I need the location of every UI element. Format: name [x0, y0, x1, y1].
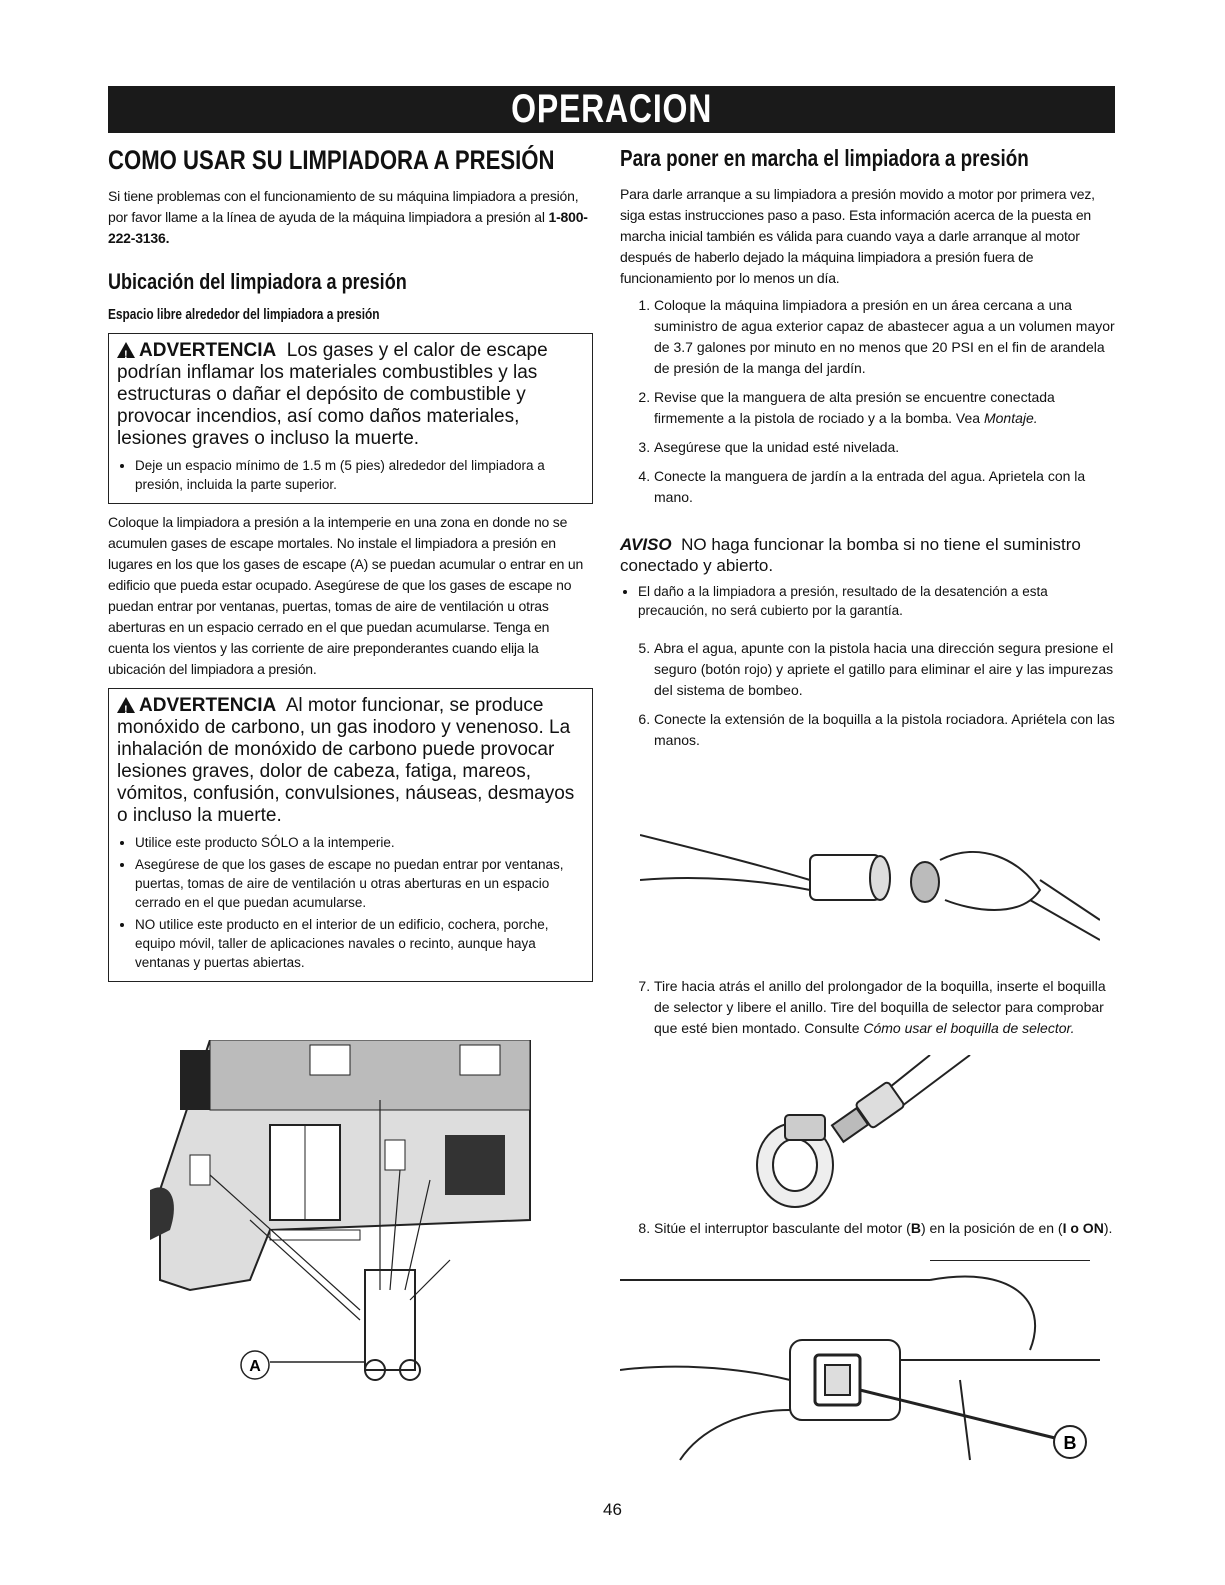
list-item: • El daño a la limpiadora a presión, resultado de la desatención a esta precaución, no será cubierto por la garantía.: [638, 582, 1115, 620]
notice-label: AVISO: [620, 535, 672, 554]
notice-text: NO haga funcionar la bomba si no tiene el suministro conectado y abierto.: [620, 535, 1081, 575]
warning-box-fire: [108, 333, 593, 504]
helpline-number: 1-800-222-3136.: [108, 209, 588, 246]
section-banner: OPERACION: [108, 86, 1115, 133]
list-item: • Utilice este producto SÓLO a la intemperie.: [135, 833, 582, 852]
list-item: 5. Abra el agua, apunte con la pistola hacia una dirección segura presione el seguro (botón rojo) y apriete el gatillo para eliminar el aire y las impurezas del sistema de bombeo.: [654, 638, 1115, 701]
warning-co-bullets: [117, 833, 582, 972]
selector-nozzle-illustration: [750, 1055, 990, 1215]
startup-intro: Para darle arranque a su limpiadora a presión movido a motor por primera vez, siga estas instrucciones paso a paso. Esta información acerca de la puesta en marcha inicial también es válida para cuando vaya a darle arranque al motor después de haberlo dejado la máquina limpiadora a presión fuera de funcionamiento por lo menos un día.: [620, 186, 1095, 286]
startup-steps-continued: [620, 638, 1115, 751]
right-column: [620, 145, 1115, 759]
page-number: 46: [603, 1500, 622, 1519]
warning-box-co: [108, 688, 593, 982]
subsection-title: Espacio libre alrededor del limpiadora a presión: [108, 307, 380, 323]
list-item: 7. Tire hacia atrás el anillo del prolongador de la boquilla, inserte el boquilla de selector y libere el anillo. Tire del boquilla de selector para comprobar que esté bien montado. Consulte Cómo usar el boquilla de selector.: [654, 976, 1115, 1039]
list-item: 1. Coloque la máquina limpiadora a presión en un área cercana a una suministro de agua exterior capaz de abastecer agua a un volumen mayor de 3.7 galones por minuto en no menos que 20 PSI en el fin de arandela de presión de la manga del jardín.: [654, 295, 1115, 379]
list-item: • Deje un espacio mínimo de 1.5 m (5 pies) alrededor del limpiadora a presión, incluida la parte superior.: [135, 456, 582, 494]
list-item: 6. Conecte la extensión de la boquilla a la pistola rociadora. Apriétela con las manos.: [654, 709, 1115, 751]
list-item: 3. Asegúrese que la unidad esté nivelada.: [654, 437, 1115, 458]
section-title: Ubicación del limpiadora a presión: [108, 269, 407, 294]
house-placement-illustration: [150, 1040, 550, 1400]
warning-triangle-icon: [117, 697, 135, 713]
warning-fire-text: Los gases y el calor de escape podrían inflamar los materiales combustibles y las estructuras o dañar el depósito de combustible y provocar incendios, así como daños materiales, lesiones graves o incluso la muerte.: [117, 340, 548, 449]
list-item: 8. Sitúe el interruptor basculante del motor (B) en la posición de en (I o ON).: [654, 1218, 1115, 1239]
figure-label-a: A: [249, 1358, 261, 1375]
warning-triangle-icon: [117, 342, 135, 358]
notice-box: [620, 534, 1115, 576]
list-item: • Asegúrese de que los gases de escape no puedan entrar por ventanas, puertas, tomas de aire de ventilación u otras aberturas en un espacio cerrado en el que puedan acumularse.: [135, 855, 582, 912]
startup-steps: [620, 295, 1115, 508]
reference-link: Montaje.: [983, 410, 1038, 426]
list-item: • NO utilice este producto en el interior de un edificio, cochera, porche, equipo móvil, taller de aplicaciones navales o recinto, aunque haya ventanas y puertas abiertas.: [135, 915, 582, 972]
step8-block: [620, 1212, 1115, 1247]
placement-paragraph: Coloque la limpiadora a presión a la intemperie en una zona en donde no se acumulen gases de escape mortales. No instale el limpiadora a presión en lugares en los que los gases de escape (A) se puedan acumular o entrar en un edificio que pueda estar ocupado. Asegúrese de que los gases de escape no puedan entrar por ventanas, puertas, tomas de aire de ventilación u otras aberturas en un espacio cerrado en el que puedan acumularse. Tenga en cuenta los vientos y las corriente de aire preponderantes cuando elija la ubicación del limpiadora a presión.: [108, 514, 584, 677]
list-item: 2. Revise que la manguera de alta presión se encuentre conectada firmemente a la pistola de rociado y a la bomba. Vea Montaje.: [654, 387, 1115, 429]
page-title: COMO USAR SU LIMPIADORA A PRESIÓN: [108, 145, 555, 175]
warning-label: ADVERTENCIA: [139, 695, 277, 716]
warning-label: ADVERTENCIA: [139, 340, 277, 361]
reference-link: Cómo usar el boquilla de selector.: [863, 1020, 1075, 1036]
engine-switch-illustration: [620, 1260, 1100, 1480]
figure-label-b: B: [1063, 1433, 1077, 1453]
warning-fire-bullets: [117, 456, 582, 494]
nozzle-extension-illustration: [640, 820, 1100, 960]
left-column: [108, 145, 593, 988]
notice-bullets: [620, 582, 1115, 620]
list-item: 4. Conecte la manguera de jardín a la entrada del agua. Aprietela con la mano.: [654, 466, 1115, 508]
intro-paragraph: Si tiene problemas con el funcionamiento de su máquina limpiadora a presión, por favor llame a la línea de ayuda de la máquina limpiadora a presión al 1-800-222-3136.: [108, 188, 588, 246]
warning-co-text: Al motor funcionar, se produce monóxido de carbono, un gas inodoro y venenoso. La inhalación de monóxido de carbono puede provocar lesiones graves, dolor de cabeza, fatiga, mareos, vómitos, confusión, convulsiones, náuseas, desmayos o incluso la muerte.: [117, 695, 575, 826]
step7-block: [620, 970, 1115, 1047]
startup-title: Para poner en marcha el limpiadora a presión: [620, 145, 1029, 171]
